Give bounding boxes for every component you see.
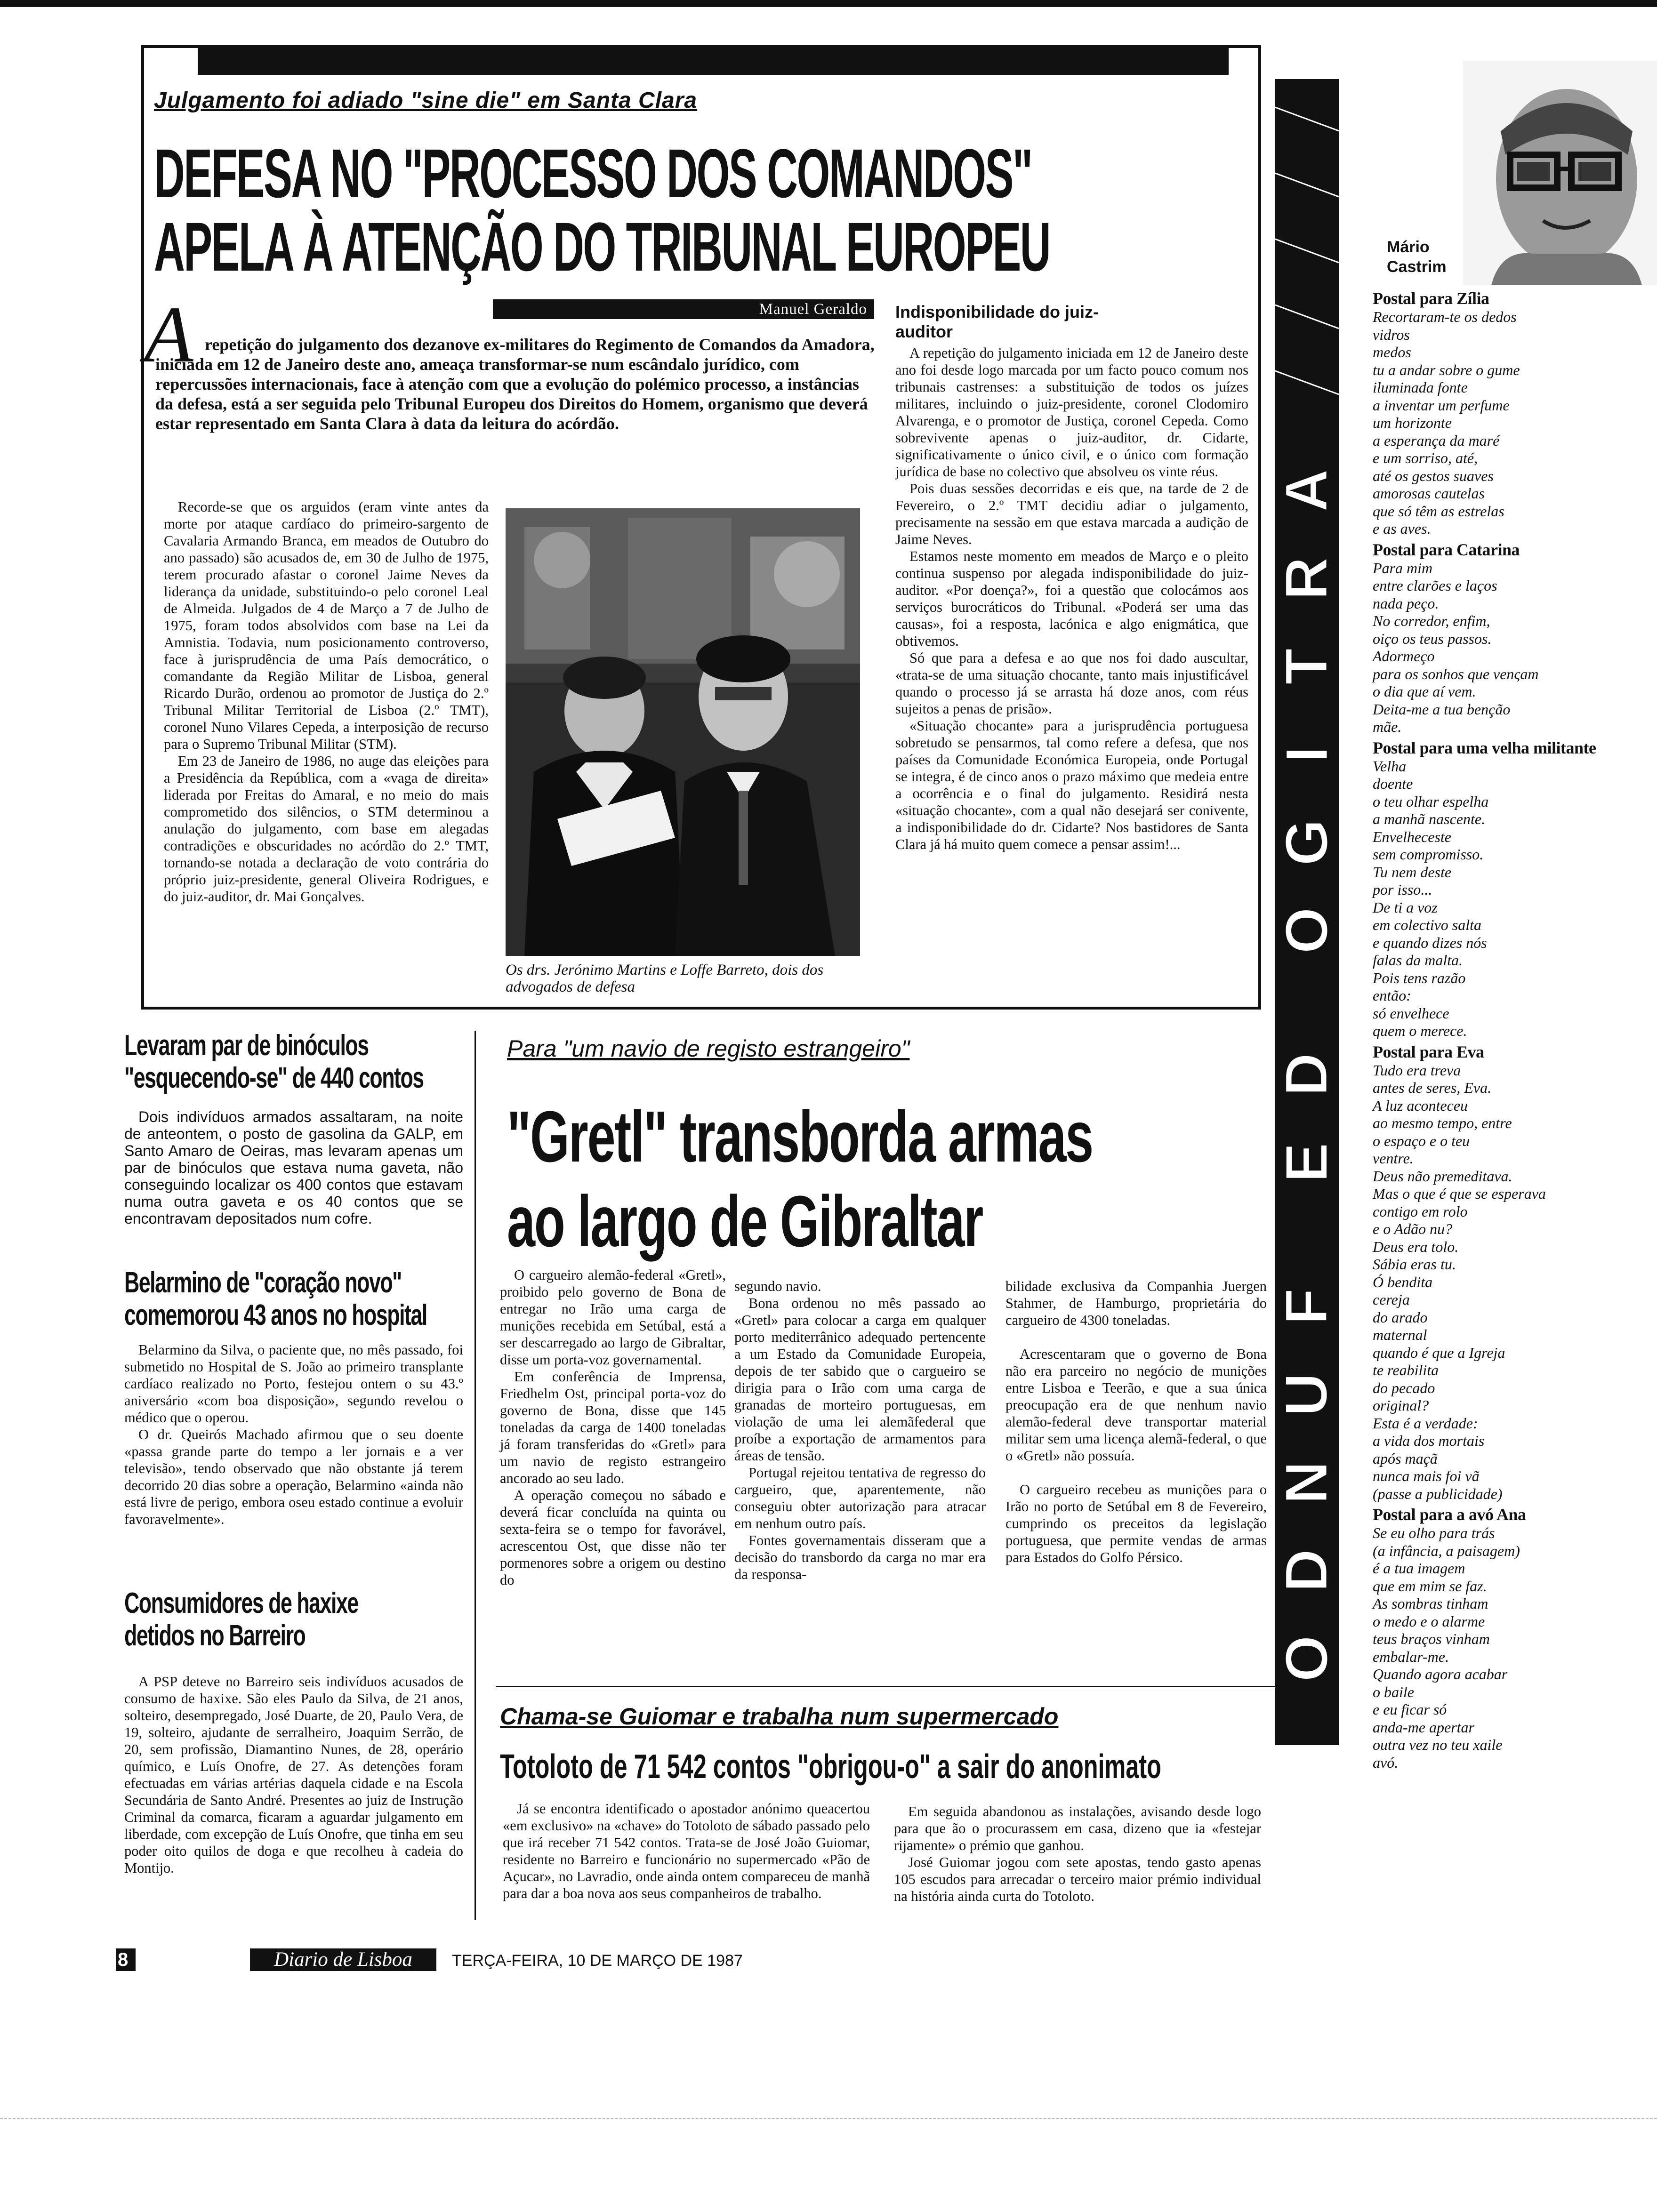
title-letter: F [1273,1288,1341,1325]
gretl-column-3 [1005,1278,1267,1566]
headline-line: Consumidores de haxixe [124,1587,358,1619]
paragraph: Portugal rejeitou tentativa de regresso do cargueiro, que, aparentemente, não conseguiu obter autorização para atracar em nenhum outro país. [734,1465,986,1531]
poem-line: oiço os teus passos. [1373,630,1492,647]
poem-line: teus braços vinham [1373,1630,1490,1647]
binoculos-body: Dois indivíduos armados assaltaram, na noite de anteontem, o posto de gasolina da GALP, em Santo Amaro de Oeiras, mas levaram apenas um par de binóculos que estava numa gaveta, não conseguindo localizar os 400 contos que estavam numa outra gaveta e os 40 contos que se encontravam depositados num cofre. [124,1108,463,1227]
poem-line: para os sonhos que venςam [1373,665,1539,682]
byline: Manuel Geraldo [759,301,867,318]
poem-line: que em mim se faz. [1373,1577,1487,1595]
poem-title: Postal para Zília [1373,289,1489,308]
headline-line: Belarmino de "coração novo" [124,1266,402,1299]
poem-line: então: [1373,987,1411,1004]
title-letter: O [1273,1635,1341,1683]
poem-line: anda-me apertar [1373,1718,1474,1736]
title-letter: O [1273,907,1341,954]
poem-line: o teu olhar espelha [1373,793,1489,810]
poem-line: quando é que a Igreja [1373,1344,1505,1361]
poem-line: falas da malta. [1373,952,1463,969]
headline-line: Levaram par de binóculos [124,1029,369,1062]
paragraph: bilidade exclusiva da Companhia Juergen Stahmer, de Hamburgo, proprietária do cargueiro de 4300 toneladas. [1005,1278,1267,1328]
main-story-headline [154,135,1050,286]
poem-line: a esperança da maré [1373,432,1500,449]
title-letter: A [1273,468,1341,512]
poem-line: o medo e o alarme [1373,1612,1485,1630]
poem-line: só envelhece [1373,1004,1449,1022]
poem-line: avó. [1373,1754,1399,1771]
paragraph: Só que para a defesa e ao que nos foi dado auscultar, «trata-se de uma situação chocante, tanto mais injustificável quando o processo já se arrasta há doze anos, com réus sujeitos a penas de prisão». [895,650,1248,717]
poem-title: Postal para uma velha militante [1373,738,1596,757]
belarmino-headline [124,1266,427,1331]
title-letter: G [1273,819,1341,866]
poem-line: entre clarões e laços [1373,577,1497,594]
totoloto-column-2 [894,1803,1261,1905]
poem-line: é a tua imagem [1373,1560,1465,1577]
poem-line: Sábia eras tu. [1373,1256,1456,1273]
poem-line: (passe a publicidade) [1373,1485,1503,1502]
column-rule [475,1031,476,1920]
poem-line: doente [1373,775,1413,792]
poem-line: No corredor, enfim, [1373,612,1490,629]
poem-line: após maçã [1373,1450,1438,1467]
gretl-column-2 [734,1278,986,1583]
poem-line: e eu ficar só [1373,1701,1447,1718]
title-letter: I [1273,745,1341,763]
poem-line: a inventar um perfume [1373,396,1510,414]
poem-line: tu a andar sobre o gume [1373,361,1520,378]
drop-cap: A [144,290,193,379]
gretl-kicker: Para "um navio de registo estrangeiro" [507,1035,910,1062]
poems-column [1373,287,1632,1771]
main-story-subhead: Indisponibilidade do juiz-auditor [895,302,1099,341]
poem-line: a vida dos mortais [1373,1432,1485,1449]
poem-line: iluminada fonte [1373,379,1468,396]
poem-line: Ó bendita [1373,1273,1433,1290]
poem-line: Envelheceste [1373,828,1451,845]
top-border [0,0,1657,7]
paragraph: A PSP deteve no Barreiro seis indivíduos acusados de consumo de haxixe. São eles Paulo da Silva, de 21 anos, solteiro, desempregado, José Duarte, de 20, Paulo Vera, de 19, solteiro, ajudante de serralheiro, Joaquim Serrão, de 20, sem profissão, Diamantino Nunes, de 28, operário químico, e Luís Onofre, de 27. As detenções foram efectuadas em várias artérias daquela cidade e na Escola Secundária de Santo André. Presentes ao juiz de Instrução Criminal da comarca, ficaram a aguardar julgamento em liberdade, com excepção de Luís Onofre, que tinha em seu poder oito quilos de doga e que recolheu à cadeia do Montijo. [124,1674,463,1876]
poem-line: nada peço. [1373,594,1439,612]
headline-line-1: DEFESA NO "PROCESSO DOS COMANDOS" [154,135,1032,212]
title-letter: E [1273,1142,1341,1183]
photo-caption: Os drs. Jerónimo Martins e Loffe Barreto, dois dos advogados de defesa [506,962,824,995]
paragraph: A operação começou no sábado e deverá ficar concluída na quinta ou sexta-feira se o tempo for favorável, acrescentou Ost, que disse não ter pormenores sobre a origem ou destino do [500,1487,726,1588]
paragraph: Já se encontra identificado o apostador anónimo queacertou «em exclusivo» na «chave» do Totoloto de sábado passado pelo que irá receber 71 542 contos. Trata-se de José João Guiomar, residente no Barreiro e funcionário no supermercado «Pão de Açucar», no Lavradio, onde ainda ontem compareceu de manhã para dar a boa nova aos seus companheiros de trabalho. [503,1801,870,1901]
paragraph: Acrescentaram que o governo de Bona não era parceiro no negócio de munições entre Lisboa e Teerão, e que a sua única preocupação era de que nenhum navio alemão-federal deve transportar material militar sem uma licença alemã-federal, o que o «Gretl» não possuía. [1005,1346,1267,1464]
poem-line: que só têm as estrelas [1373,502,1504,520]
poem-line: do pecado [1373,1379,1435,1396]
poem-title: Postal para a avó Ana [1373,1505,1526,1524]
main-story-column-2 [895,345,1248,853]
poem-line: mãe. [1373,718,1402,735]
poem-line: um horizonte [1373,414,1452,431]
poem-line: vidros [1373,326,1410,343]
poem-line: te reabilita [1373,1362,1439,1378]
poem-line: até os gestos suaves [1373,467,1494,484]
paragraph: A repetição do julgamento iniciada em 12 de Janeiro deste ano foi desde logo marcada por um facto pouco comum nos tribunais castrenses: a substituição de todos os juízes militares, incluindo o juiz-presidente, coronel Clodomiro Alvarenga, e o promotor de Justiça, coronel Cepeda. Como sobreviventе apenas o juiz-auditor, dr. Cidarte, significativamente o único civil, e o único com formação jurídica de base no colectivo que absolveu os vinte réus. [895,345,1248,480]
poem-line: original? [1373,1397,1429,1414]
lawyers-photo [506,508,860,956]
poem-line: De ti a voz [1373,898,1438,916]
poem-line: Mas o que é que se esperava [1373,1185,1546,1202]
title-letter: T [1273,648,1341,685]
poem-line: do arado [1373,1308,1428,1326]
poem-line: Velha [1373,757,1407,775]
paragraph: segundo navio. [734,1278,821,1294]
poem-line: Tu nem deste [1373,863,1452,881]
poem-line: maternal [1373,1326,1427,1343]
paragraph: Recorde-se que os arguidos (eram vinte antes da morte por ataque cardíaco do primeiro-sargento de Cavalaria Armando Branca, em meados de Outubro do ano passado) são acusados de, em 30 de Julho de 1975, terem procurado afastar o coronel Jaime Neves da liderança da unidade, substituindo-o pelo coronel Leal de Almeida. Julgados de 4 de Março a 7 de Julho de 1975, foram todos absolvidos com base na Lei da Amnistia. Todavia, num posicionamento controverso, face à jurisprudência de uma País democrático, o comandante da Região Militar de Lisboa, general Ricardo Durão, ordenou ao promotor de Justiça do 2.º Tribunal Militar Territorial de Lisboa (2.º TMT), coronel Nuno Vilares Cepeda, a interposição de recurso para o Supremo Tribunal Militar (STM). [164,499,489,752]
poem-line: Para mim [1373,559,1433,577]
poem-line: e as aves. [1373,520,1431,537]
poem-line: Adormeço [1373,648,1435,665]
poem-line: o espaço e o teu [1373,1132,1470,1149]
poem-line: sem compromisso. [1373,846,1484,863]
poem-line: em colectivo salta [1373,916,1482,933]
poem-line: e o Adão nu? [1373,1220,1453,1237]
poem-line: e um sorriso, até, [1373,449,1478,466]
paragraph: O cargueiro recebeu as munições para o Irão no porto de Setúbal em 8 de Fevereiro, cumprindo os preceitos da legislação portuguesa, que permite vendas de armas para Estados do Golfo Pérsico. [1005,1482,1267,1565]
issue-date: TERÇA-FEIRA, 10 DE MARÇO DE 1987 [452,1952,743,1970]
title-letter: N [1273,1461,1341,1505]
title-letter: D [1273,1549,1341,1593]
gretl-headline [507,1094,1093,1264]
paragraph: Estamos neste momento em meados de Março e o pleito continua suspenso por alegada indisponibilidade do juiz-auditor. «Por doença?», foi a questão que colocámos aos serviços burocráticos do Tribunal. «Poderá ser uma das causas», foi a resposta, lacónica e algo enigmática, que obtivemos. [895,548,1248,649]
headline-line: ao largo de Gibraltar [507,1181,983,1262]
poem-title: Postal para Eva [1373,1042,1484,1061]
poem-line: o dia que aí vem. [1373,683,1476,700]
poem-line: embalar-me. [1373,1648,1449,1665]
main-story-column-1 [164,498,489,905]
poem-line: a manhã nascente. [1373,810,1486,827]
totoloto-headline: Totoloto de 71 542 contos "obrigou-o" a sair do anonimato [500,1748,1161,1786]
masthead: Diario de Lisboa [250,1948,436,1971]
headline-line: comemorou 43 anos no hospital [124,1299,427,1331]
poem-line: Se eu olho para trás [1373,1524,1495,1541]
totoloto-column-1 [503,1800,870,1902]
poem-line: Deus não premeditava. [1373,1167,1512,1185]
poem-line: e quando dizes nós [1373,934,1487,951]
paragraph: «Situação chocante» para a jurisprudência portuguesa sobretudo se pensarmos, tal como refere a defesa, que nos países da Comunidade Económica Europeia, onde Portugal se integra, é de cinco anos o prazo máximo que medeia entre a ocorrência e o final do julgamento. Residirá nesta «situação chocante», com a qual não desejará ser conivente, a indisponibilidade do dr. Cidarte? Nos bastidores de Santa Clara já há muito quem comece a pensar assim!... [895,718,1248,852]
poem-line: As sombras tinham [1373,1595,1488,1612]
poem-line: Recortaram-te os dedos [1373,308,1517,325]
paragraph: O cargueiro alemão-federal «Gretl», proibido pelo governo de Bona de entregar no Irão uma carga de munições recebida em Setúbal, está a ser descarregado ao largo de Gibraltar, disse um porta-voz governamental. [500,1267,726,1368]
poem-line: por isso... [1373,881,1432,898]
paragraph: Fontes governamentais disseram que a decisão do transbordo da carga no mar era da responsa- [734,1532,986,1582]
gretl-column-1 [500,1266,726,1588]
poem-line: medos [1373,344,1411,361]
poem-line: quem o merece. [1373,1022,1467,1039]
headline-line: detidos no Barreiro [124,1619,306,1652]
poem-line: Tudo era treva [1373,1061,1461,1079]
poem-line: Esta é a verdade: [1373,1414,1478,1432]
title-letter: R [1273,556,1341,600]
artigo-de-fundo-title [1275,79,1339,1745]
section-rule [496,1686,1275,1687]
page-number: 8 [116,1948,136,1971]
paragraph: O dr. Queirós Machado afirmou que o seu doente «passa grande parte do tempo a ler jornais e a ver televisão», tendo observado que não obstante já terem decorrido 20 dias sobre a operação, Belarmino «ainda não está livre de perigo, embora oseu estado continue a evoluir favoravelmente». [124,1427,463,1527]
poem-line: contigo em rolo [1373,1202,1468,1220]
paragraph: Belarmino da Silva, o paciente que, no mês passado, foi submetido no Hospital de S. João ao primeiro transplante cardíaco realizado no Porto, festejou ontem o su 43.º aniversário «com boa disposição», segundo revelou o médico que o operou. [124,1342,463,1426]
poem-line: Deus era tolo. [1373,1238,1459,1255]
author-name: Mário Castrim [1387,238,1447,276]
paragraph: José Guiomar jogou com sete apostas, tendo gasto apenas 105 escudos para arrecadar o terceiro maior prémio individual na história ainda curta do Totoloto. [894,1854,1261,1904]
poem-line: amorosas cautelas [1373,485,1485,502]
poem-line: Pois tens razão [1373,969,1466,986]
haxixe-body [124,1673,463,1876]
poem-line: Deita-me a tua benção [1373,700,1511,718]
paragraph: Em seguida abandonou as instalações, avisando desde logo para que ão o procurassem em casa, dizeno que ia «festejar rijamente» o prémio que ganhou. [894,1803,1261,1853]
title-letter: U [1273,1373,1341,1417]
poem-line: ventre. [1373,1150,1414,1167]
paragraph: Em 23 de Janeiro de 1986, no auge das eleições para a Presidência da República, com a «vaga de direita» liderada por Freitas do Amaral, e no meio do mais comprometido dos silêncios, o STM determinou a anulação do julgamento, com base em alegadas contradições e obscuridades no acórdão do 2.º TMT, tornando-se notada a declaração de voto contrária do próprio juiz-presidente, general Oliveira Rodrigues, e do juiz-auditor, dr. Mai Gonçalves. [164,753,489,905]
belarmino-body [124,1341,463,1528]
poem-line: o baile [1373,1683,1414,1700]
paragraph: Em conferência de Imprensa, Friedhelm Ost, principal porta-voz do governo de Bona, disse que 145 toneladas da carga de 1400 toneladas já foram transferidas do «Gretl» para um navio de registo estrangeiro ancorado ao seu lado. [500,1369,726,1486]
main-story-top-bar [198,48,1229,75]
haxixe-headline [124,1587,358,1652]
main-story-kicker: Julgamento foi adiado "sine die" em Santa Clara [154,88,698,113]
bottom-scan-line [0,2118,1657,2119]
headline-line-2: APELA À ATENÇÃO DO TRIBUNAL EUROPEU [154,208,1050,286]
totoloto-kicker: Chama-se Guiomar e trabalha num supermercado [500,1703,1059,1730]
poem-line: ao mesmo tempo, entre [1373,1114,1512,1131]
poem-line: Quando agora acabar [1373,1666,1508,1683]
title-letter: D [1273,1052,1341,1097]
author-portrait [1463,61,1657,285]
poem-line: (a infância, a paisagem) [1373,1542,1520,1559]
poem-line: nunca mais foi vã [1373,1467,1480,1484]
headline-line: "Gretl" transborda armas [507,1096,1093,1177]
poem-title: Postal para Catarina [1373,540,1520,559]
main-story-lead: repetição do julgamento dos dezanove ex-militares do Regimento de Comandos da Amadora, iniciada em 12 de Janeiro deste ano, ameaça transformar-se num escândalo jurídico, com repercussões internacionais, face à atenção com que a evolução do polémico processo, a instâncias da defesa, está a ser seguida pelo Tribunal Europeu dos Direitos do Homem, organismo que deverá estar representado em Santa Clara à data da leitura do acórdão. [155,335,875,433]
poem-line: outra vez no teu xaile [1373,1736,1503,1753]
paragraph: Pois duas sessões decorridas e eis que, na tarde de 2 de Fevereiro, o 2.º TMT decidiu adiar o julgamento, precisamente na sessão em que estava marcada a audição de Jaime Neves. [895,481,1248,547]
poem-line: antes de seres, Eva. [1373,1079,1492,1096]
headline-line: "esquecendo-se" de 440 contos [124,1062,424,1094]
paragraph: Bona ordenou no mês passado ao «Gretl» para colocar a carga em qualquer porto mediterrânico adequado pertencente a um Estado da Comunidade Europeia, depois de ter sabido que o cargueiro se dirigia para o Irão com uma carga de granadas de morteiro portuguesas, em violação de uma lei alemãfederal que proíbe a exportação de armamentos para áreas de tensão. [734,1295,986,1464]
poem-line: A luz aconteceu [1373,1097,1468,1114]
poem-line: cereja [1373,1291,1410,1308]
binoculos-headline [124,1029,424,1094]
